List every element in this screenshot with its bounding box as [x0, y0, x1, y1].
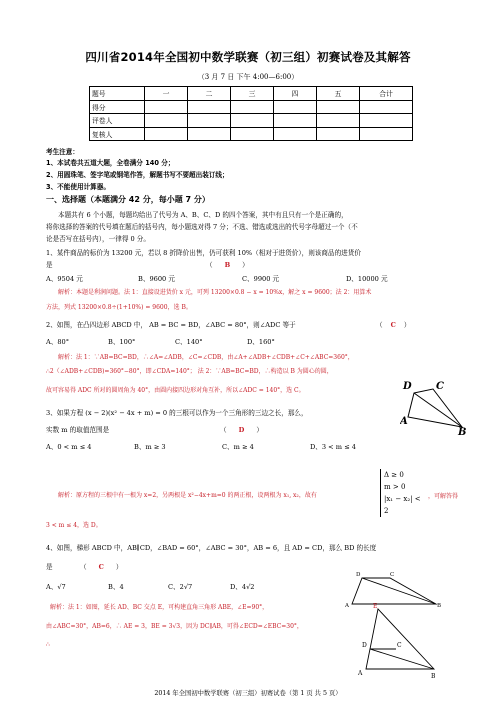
- answer-letter: D: [238, 426, 245, 434]
- question-3-text: 3、如果方程 (x − 2)(x² − 4x + m) = 0 的三根可以作为一个三角形的三边之长，那么，: [46, 409, 308, 417]
- table-row: [90, 100, 413, 114]
- question-3-options: [46, 442, 456, 452]
- question-4-text: 是: [46, 563, 53, 571]
- section-intro: 论是否写在括号内），一律得 0 分。: [46, 235, 150, 243]
- option-c: C、140°: [175, 338, 203, 346]
- q2-solution: 故可容易得 ADC 所对的圆周角为 40°，由圆内接四边形对角互补，所以∠ADC = 140°，选 C。: [46, 387, 305, 394]
- page-title: 四川省2014年全国初中数学联赛（初三组）初赛试卷及其解答: [85, 50, 411, 64]
- option-a: A、0 < m ≤ 4: [46, 443, 92, 451]
- diagonal-bd: [414, 393, 462, 427]
- table-header-row: [90, 87, 413, 101]
- table-header-cell: 合计: [360, 87, 413, 101]
- question-2-text: 2、如图，在凸四边形 ABCD 中， AB = BC = BD，∠ABC = 80°，则∠ADC 等于: [46, 321, 296, 329]
- q2-solution: 解析：法 1：∵AB=BC=BD，∴∠A=∠ADB，∠C=∠CDB，由∠A+∠ADB+∠CDB+∠C+∠ABC=360°，: [58, 354, 354, 361]
- score-cell[interactable]: [274, 100, 317, 114]
- table-header-cell: 二: [188, 87, 231, 101]
- paren-close: ）: [403, 321, 411, 329]
- q4-figure-extended: [356, 603, 440, 679]
- q4-solution: 由∠ABC=30°，AB=6，∴ AE = 3，BE = 3√3，因为 DC∥AB，可得∠ECD=∠EBC=30°，: [46, 623, 303, 630]
- q3-inequality-system: [380, 469, 424, 517]
- score-cell[interactable]: [360, 100, 413, 114]
- score-cell[interactable]: [145, 127, 188, 141]
- paren-close: ）: [256, 426, 263, 434]
- option-b: B、100°: [108, 338, 136, 346]
- page-footer: 2014 年全国初中数学联赛（初三组）初赛试卷（第 1 页 共 5 页）: [154, 690, 342, 697]
- question-1-text: 是: [46, 261, 53, 269]
- paren-close: ）: [115, 563, 123, 571]
- label-d: D: [403, 381, 412, 392]
- label-e: E: [373, 603, 378, 610]
- option-c: C、9900 元: [242, 275, 280, 283]
- answer-letter: C: [390, 321, 396, 329]
- paren-open: （: [206, 261, 213, 269]
- score-cell[interactable]: [231, 100, 274, 114]
- question-4-text: 4、如图，梯形 ABCD 中，AB∥CD，∠BAD = 60°，∠ABC = 30°，AB = 6，且 AD = CD，那么 BD 的长度: [46, 544, 377, 552]
- score-cell[interactable]: [188, 100, 231, 114]
- system-line: |x₁ − x₂| < 2: [384, 495, 421, 515]
- table-header-cell: 题号: [90, 87, 145, 101]
- answer-letter: B: [224, 261, 231, 269]
- q2-figure: [400, 375, 476, 435]
- score-cell[interactable]: [188, 127, 231, 141]
- answer-paren: [206, 260, 266, 270]
- option-d: D、10000 元: [346, 275, 388, 283]
- score-cell[interactable]: [231, 114, 274, 128]
- label-c: C: [397, 642, 402, 649]
- label-b: B: [431, 673, 436, 679]
- label-b: B: [437, 603, 442, 609]
- score-cell[interactable]: [145, 100, 188, 114]
- paren-open: （: [220, 426, 227, 434]
- answer-paren: [220, 425, 290, 435]
- q3-solution: 解析：原方程的三根中有一根为 x=2，另两根是 x²−4x+m=0 的两正根，设两根为 x₁, x₂，故有: [58, 492, 317, 499]
- q3-solution: ，可解答得: [428, 493, 459, 500]
- note-item: 3、不能使用计算器。: [46, 183, 110, 191]
- score-table: [89, 86, 413, 141]
- question-1-options: [46, 274, 456, 284]
- score-cell[interactable]: [360, 114, 413, 128]
- q4-solution: ∴: [46, 641, 50, 648]
- score-cell[interactable]: [188, 114, 231, 128]
- q4-solution: 解析：法 1：如图，延长 AD、BC 交点 E，可构建直角三角形 ABE，∠E=90°，: [50, 604, 269, 611]
- label-b: B: [458, 427, 467, 435]
- table-header-cell: 一: [145, 87, 188, 101]
- question-4-options: [46, 582, 346, 592]
- question-1-text: 1、某件商品的标价为 13200 元，若以 8 折降价出售，仍可获利 10%（相对于进货价），则该商品的进货价: [46, 249, 361, 257]
- option-d: D、160°: [247, 338, 275, 346]
- section-heading: 一、选择题（本题满分 42 分，每小题 7 分）: [46, 195, 210, 204]
- table-row: [90, 114, 413, 128]
- option-c: C、2√7: [168, 583, 193, 591]
- answer-letter: C: [98, 563, 104, 571]
- table-header-cell: 三: [231, 87, 274, 101]
- trapezoid-abcd: [352, 578, 436, 604]
- answer-paren: [80, 562, 150, 572]
- option-d: D、4√2: [230, 583, 255, 591]
- system-line: m > 0: [384, 483, 406, 491]
- label-d: D: [362, 642, 367, 649]
- option-b: B、m ≥ 3: [134, 443, 166, 451]
- section-intro: 将你选择的答案的代号填在题后的括号内，每小题选对得 7 分；不选、错选或选出的代号字母超过一个（不: [46, 223, 358, 231]
- q3-result: 3 < m ≤ 4，选 D。: [46, 522, 102, 529]
- score-cell[interactable]: [317, 114, 360, 128]
- score-cell[interactable]: [360, 127, 413, 141]
- score-cell[interactable]: [274, 127, 317, 141]
- q2-solution: ∴2（∠ADB+∠CDB)=360°−80°，即∠CDA=140°； 法 2：∵AB=BC=BD，∴构造以 B 为圆心的圆，: [46, 368, 333, 375]
- option-b: B、4: [108, 583, 124, 591]
- triangle-abe: [366, 609, 434, 669]
- section-intro: 本题共有 6 个小题，每题均给出了代号为 A、B、C、D 的四个答案，其中有且只有一个是正确的，: [58, 211, 348, 219]
- label-c: C: [390, 572, 395, 578]
- label-a: A: [358, 670, 363, 677]
- row-label: 复核人: [90, 127, 145, 141]
- option-d: D、3 < m ≤ 4: [310, 443, 356, 451]
- option-a: A、80°: [46, 338, 70, 346]
- q1-solution: 解析：本题是利润问题。法 1：直接设进货价 x 元，可列 13200×0.8 − x = 10%x，解之 x = 9600；法 2：用算术: [58, 289, 372, 296]
- score-cell[interactable]: [317, 100, 360, 114]
- notes-heading: 考生注意：: [46, 148, 79, 156]
- option-b: B、9600 元: [138, 275, 175, 283]
- note-item: 1、本试卷共五道大题，全卷满分 140 分；: [46, 159, 175, 167]
- option-a: A、√7: [46, 583, 66, 591]
- row-label: 评卷人: [90, 114, 145, 128]
- row-label: 得分: [90, 100, 145, 114]
- option-a: A、9504 元: [46, 275, 83, 283]
- table-row: [90, 127, 413, 141]
- q1-solution: 方法，列式 13200×0.8÷(1+10%) = 9600，选 B。: [46, 304, 192, 311]
- paren-open: （: [80, 563, 87, 571]
- system-line: Δ ≥ 0: [384, 471, 404, 479]
- score-cell[interactable]: [145, 114, 188, 128]
- note-item: 2、用圆珠笔、签字笔或钢笔作答，解题书写不要超出装订线；: [46, 171, 229, 179]
- table-header-cell: 四: [274, 87, 317, 101]
- option-c: C、m ≥ 4: [222, 443, 254, 451]
- question-3-text: 实数 m 的取值范围是: [46, 426, 110, 434]
- paren-open: （: [376, 321, 383, 329]
- score-cell[interactable]: [231, 127, 274, 141]
- table-header-cell: 五: [317, 87, 360, 101]
- label-a: A: [400, 416, 408, 427]
- question-2-options: [46, 337, 346, 347]
- paren-close: ）: [242, 261, 249, 269]
- label-c: C: [436, 381, 444, 392]
- label-a: A: [345, 603, 349, 609]
- label-d: D: [356, 572, 361, 578]
- score-cell[interactable]: [274, 114, 317, 128]
- answer-paren: [376, 320, 436, 330]
- score-cell[interactable]: [317, 127, 360, 141]
- exam-date: （3 月 7 日 下午 4:00—6:00）: [197, 73, 299, 81]
- diagonal-bd: [362, 578, 436, 604]
